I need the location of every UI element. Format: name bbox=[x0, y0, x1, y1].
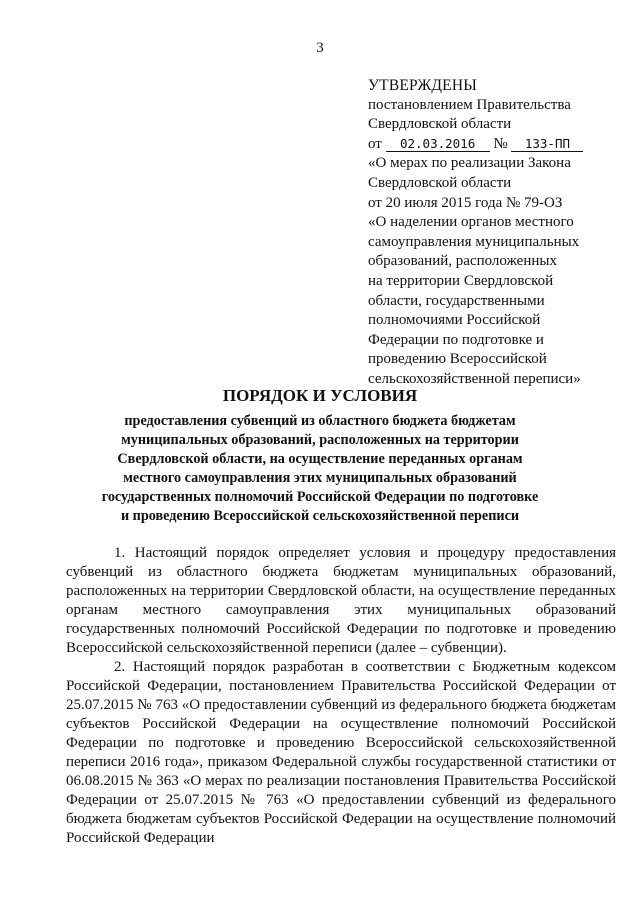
decree-title-line: Федерации по подготовке и bbox=[368, 331, 544, 348]
decree-title-line: Свердловской области bbox=[368, 174, 512, 191]
decree-title-line: образований, расположенных bbox=[368, 253, 557, 270]
document-body bbox=[66, 544, 616, 848]
decree-title-line: области, государственными bbox=[368, 292, 545, 309]
subtitle-line: государственных полномочий Российской Федерации по подготовке bbox=[101, 488, 539, 505]
decree-date: 02.03.2016 bbox=[386, 136, 490, 152]
approval-heading: УТВЕРЖДЕНЫ bbox=[368, 77, 477, 94]
decree-title-line: «О наделении органов местного bbox=[368, 214, 574, 231]
subtitle-line: предоставления субвенций из областного бюджета бюджетам bbox=[124, 413, 516, 429]
decree-number: 133-ПП bbox=[511, 136, 583, 152]
approval-block bbox=[368, 76, 630, 390]
document-subtitle bbox=[70, 412, 570, 525]
subtitle-line: и проведению Всероссийской сельскохозяйственной переписи bbox=[120, 507, 520, 524]
subtitle-line: местного самоуправления этих муниципальных образований bbox=[123, 469, 517, 486]
paragraph-1: 1. Настоящий порядок определяет условия и процедуру предоставления субвенций из областного бюджета бюджетам муниципальных образований, расположенных на территории Свердловской области, на осуществление переданных органам местного самоуправления этих муниципальных образований государственных полномочий Российской Федерации по подготовке и проведению Всероссийской сельскохозяйственной переписи (далее – субвенции). bbox=[66, 545, 616, 656]
from-label: от bbox=[368, 135, 382, 152]
document-title: ПОРЯДОК И УСЛОВИЯ bbox=[222, 386, 418, 405]
decree-title-line: «О мерах по реализации Закона bbox=[368, 155, 571, 172]
approval-date-line bbox=[368, 135, 630, 155]
subtitle-line: Свердловской области, на осуществление переданных органам bbox=[117, 450, 523, 467]
decree-title-line: проведению Всероссийской bbox=[368, 351, 547, 368]
paragraph-2: 2. Настоящий порядок разработан в соответствии с Бюджетным кодексом Российской Федерации, постановлением Правительства Российской Федерации от 25.07.2015 № 763 «О предоставлении субвенций из федерального бюджета бюджетам субъектов Российской Федерации на осуществление полномочий Российской Федерации по подготовке и проведению Всероссийской сельскохозяйственной переписи 2016 года», приказом Федеральной службы государственной статистики от 06.08.2015 № 363 «О мерах по реализации постановления Правительства Российской Федерации от 25.07.2015 № 763 «О предоставлении субвенций из федерального бюджета бюджетам субъектов Российской Федерации на осуществление полномочий Российской Федерации bbox=[66, 659, 616, 846]
decree-title-line: на территории Свердловской bbox=[368, 272, 554, 289]
decree-title-line: сельскохозяйственной переписи» bbox=[368, 370, 581, 387]
decree-title-line: полномочиями Российской bbox=[368, 312, 541, 329]
approval-line: Свердловской области bbox=[368, 116, 512, 133]
decree-title-line: самоуправления муниципальных bbox=[368, 233, 580, 250]
number-label: № bbox=[493, 135, 508, 152]
page-number: 3 bbox=[316, 40, 324, 56]
decree-title-line: от 20 июля 2015 года № 79-ОЗ bbox=[368, 194, 563, 211]
approval-line: постановлением Правительства bbox=[368, 96, 571, 113]
subtitle-line: муниципальных образований, расположенных на территории bbox=[121, 431, 519, 448]
